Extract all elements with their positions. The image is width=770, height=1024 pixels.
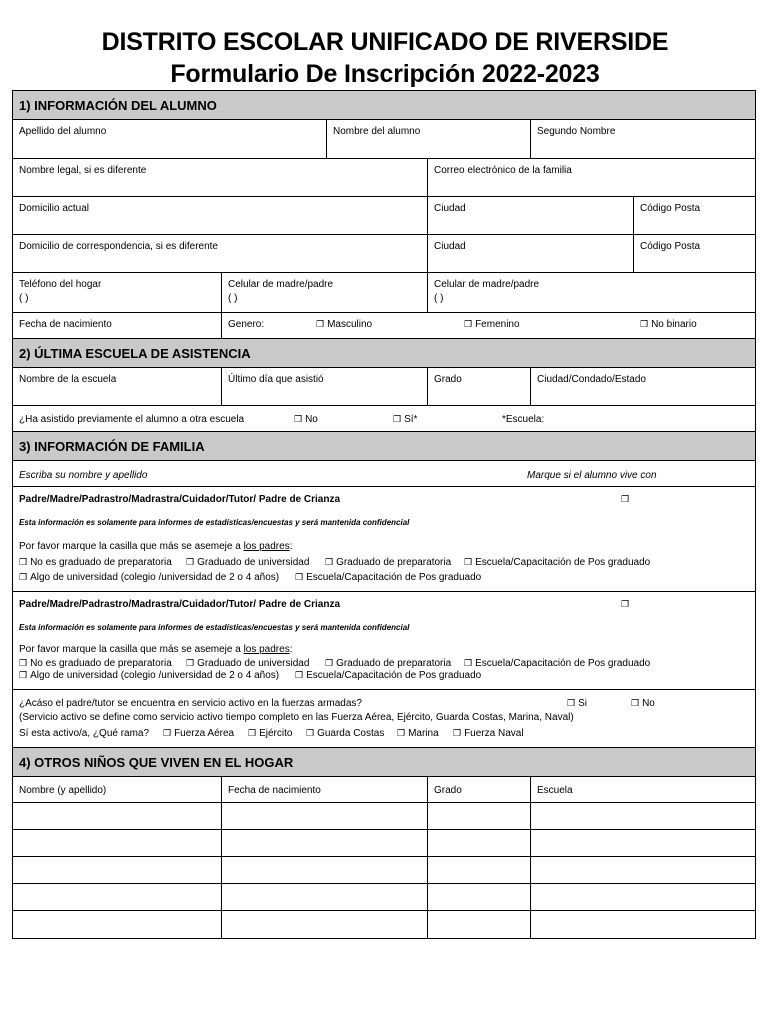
city-county-state-field[interactable]: Ciudad/Condado/Estado	[530, 368, 755, 405]
p2-edu-postgrad[interactable]: ❒ Escuela/Capacitación de Pos graduado	[464, 658, 651, 669]
gender-female-option[interactable]: ❒ Femenino	[464, 319, 520, 330]
col-child-school: Escuela	[530, 777, 755, 802]
parent-1-block	[13, 487, 755, 592]
p2-edu-hs-grad[interactable]: ❒ Graduado de preparatoria	[325, 658, 452, 669]
phone-row	[13, 273, 755, 313]
p2-edu-postgrad-2[interactable]: ❒ Escuela/Capacitación de Pos graduado	[295, 670, 482, 681]
legal-name-row	[13, 159, 755, 197]
child-3-grade[interactable]	[427, 857, 530, 883]
child-2-birthdate[interactable]	[221, 830, 427, 856]
parent-2-lives-with-checkbox[interactable]: ❒	[621, 599, 630, 609]
table-row	[13, 803, 755, 830]
parent-2-confidential-note: Esta información es solamente para informes de estadísticas/encuestas y será mantenida confidencial	[19, 623, 410, 632]
child-1-grade[interactable]	[427, 803, 530, 829]
zip-field[interactable]: Código Posta	[633, 197, 755, 234]
parent-2-education-prompt: Por favor marque la casilla que más se asemeje a los padres:	[19, 644, 293, 655]
p1-edu-hs-grad[interactable]: ❒ Graduado de preparatoria	[325, 557, 452, 568]
child-1-name[interactable]	[13, 803, 221, 829]
mailing-zip-field[interactable]: Código Posta	[633, 235, 755, 272]
col-child-name: Nombre (y apellido)	[19, 785, 107, 796]
mailing-address-field[interactable]: Domicilio de correspondencia, si es diferente	[19, 241, 218, 252]
section-2-title: 2) ÚLTIMA ESCUELA DE ASISTENCIA	[19, 345, 251, 361]
child-1-birthdate[interactable]	[221, 803, 427, 829]
section-1-header	[13, 91, 755, 120]
last-school-row	[13, 368, 755, 406]
child-3-name[interactable]	[13, 857, 221, 883]
grade-field[interactable]: Grado	[427, 368, 530, 405]
family-instructions-row	[13, 461, 755, 487]
section-2-header	[13, 339, 755, 368]
branch-army[interactable]: ❒ Ejército	[248, 728, 293, 739]
parent-2-block	[13, 592, 755, 690]
student-firstname-field[interactable]: Nombre del alumno	[326, 120, 530, 158]
section-3-title: 3) INFORMACIÓN DE FAMILIA	[19, 438, 205, 454]
parent-1-label: Padre/Madre/Padrastro/Madrastra/Cuidador/Tutor/ Padre de Crianza	[19, 494, 341, 505]
table-row	[13, 857, 755, 884]
previous-school-row	[13, 406, 755, 432]
child-2-name[interactable]	[13, 830, 221, 856]
lives-with-instruction: Marque si el alumno vive con	[527, 470, 657, 481]
child-4-grade[interactable]	[427, 884, 530, 910]
section-3-header	[13, 432, 755, 461]
mailing-address-row	[13, 235, 755, 273]
parent-cell-1-field[interactable]: Celular de madre/padre ( )	[221, 273, 427, 312]
section-4-header	[13, 748, 755, 777]
military-yes[interactable]: ❒ Si	[567, 698, 587, 709]
student-middlename-field[interactable]: Segundo Nombre	[530, 120, 755, 158]
branch-marines[interactable]: ❒ Marina	[397, 728, 439, 739]
branch-navy[interactable]: ❒ Fuerza Naval	[453, 728, 524, 739]
parent-1-education-prompt: Por favor marque la casilla que más se asemeje a los padres:	[19, 541, 293, 552]
military-question: ¿Acáso el padre/tutor se encuentra en servicio activo en la fuerzas armadas?	[19, 698, 362, 709]
document-subtitle: Formulario De Inscripción 2022-2023	[170, 60, 600, 88]
section-1-title: 1) INFORMACIÓN DEL ALUMNO	[19, 97, 217, 113]
child-5-school[interactable]	[530, 911, 755, 938]
military-row	[13, 690, 755, 748]
p1-edu-postgrad[interactable]: ❒ Escuela/Capacitación de Pos graduado	[464, 557, 651, 568]
child-2-grade[interactable]	[427, 830, 530, 856]
parent-cell-2-field[interactable]: Celular de madre/padre ( )	[427, 273, 755, 312]
table-row	[13, 830, 755, 857]
address-row	[13, 197, 755, 235]
table-row	[13, 884, 755, 911]
branch-question: Sí esta activo/a, ¿Qué rama?	[19, 728, 150, 739]
child-4-name[interactable]	[13, 884, 221, 910]
child-4-birthdate[interactable]	[221, 884, 427, 910]
write-name-instruction: Escriba su nombre y apellido	[19, 470, 148, 481]
gender-group: Genero: ❒ Masculino ❒ Femenino ❒ No binario	[221, 313, 755, 338]
gender-nonbinary-option[interactable]: ❒ No binario	[640, 319, 697, 330]
children-table-header	[13, 777, 755, 803]
child-3-birthdate[interactable]	[221, 857, 427, 883]
previous-school-no[interactable]: ❒ No	[294, 414, 318, 425]
child-1-school[interactable]	[530, 803, 755, 829]
previous-school-name-label: *Escuela:	[502, 414, 545, 425]
p1-edu-postgrad-2[interactable]: ❒ Escuela/Capacitación de Pos graduado	[295, 572, 482, 583]
p1-edu-college-grad[interactable]: ❒ Graduado de universidad	[186, 557, 310, 568]
child-5-grade[interactable]	[427, 911, 530, 938]
document-title: DISTRITO ESCOLAR UNIFICADO DE RIVERSIDE	[101, 28, 669, 56]
parent-1-confidential-note: Esta información es solamente para informes de estadísticas/encuestas y será mantenida confidencial	[19, 518, 410, 527]
school-name-field[interactable]: Nombre de la escuela	[19, 374, 117, 385]
p1-edu-no-hs[interactable]: ❒ No es graduado de preparatoria	[19, 557, 172, 568]
student-lastname-field[interactable]: Apellido del alumno	[19, 126, 107, 137]
child-4-school[interactable]	[530, 884, 755, 910]
address-field[interactable]: Domicilio actual	[19, 203, 90, 214]
child-5-birthdate[interactable]	[221, 911, 427, 938]
gender-male-option[interactable]: ❒ Masculino	[316, 319, 373, 330]
branch-air-force[interactable]: ❒ Fuerza Aérea	[163, 728, 235, 739]
col-child-grade: Grado	[427, 777, 530, 802]
previous-school-yes[interactable]: ❒ Sí*	[393, 414, 418, 425]
birthdate-field[interactable]: Fecha de nacimiento	[19, 319, 112, 330]
mailing-city-field[interactable]: Ciudad	[427, 235, 633, 272]
branch-coast-guard[interactable]: ❒ Guarda Costas	[306, 728, 385, 739]
child-5-name[interactable]	[13, 911, 221, 938]
parent-2-label: Padre/Madre/Padrastro/Madrastra/Cuidador/Tutor/ Padre de Crianza	[19, 599, 341, 610]
parent-1-lives-with-checkbox[interactable]: ❒	[621, 494, 630, 504]
last-day-field[interactable]: Último día que asistió	[221, 368, 427, 405]
enrollment-form	[12, 90, 756, 939]
family-email-field[interactable]: Correo electrónico de la familia	[427, 159, 755, 196]
military-no[interactable]: ❒ No	[631, 698, 655, 709]
table-row	[13, 911, 755, 938]
p2-edu-college-grad[interactable]: ❒ Graduado de universidad	[186, 658, 310, 669]
child-2-school[interactable]	[530, 830, 755, 856]
legal-name-field[interactable]: Nombre legal, si es diferente	[19, 165, 147, 176]
p2-edu-no-hs[interactable]: ❒ No es graduado de preparatoria	[19, 658, 172, 669]
military-definition: (Servicio activo se define como servicio activo tiempo completo en las Fuerza Aérea, Ejército, Guarda Costas, Marina, Naval)	[19, 712, 574, 723]
city-field[interactable]: Ciudad	[427, 197, 633, 234]
p2-edu-some-college[interactable]: ❒ Algo de universidad (colegio /universidad de 2 o 4 años)	[19, 670, 280, 681]
home-phone-field[interactable]: Teléfono del hogar ( )	[19, 279, 102, 304]
child-3-school[interactable]	[530, 857, 755, 883]
student-name-row	[13, 120, 755, 159]
p1-edu-some-college[interactable]: ❒ Algo de universidad (colegio /universidad de 2 o 4 años)	[19, 572, 280, 583]
birth-gender-row	[13, 313, 755, 339]
previous-school-question: ¿Ha asistido previamente el alumno a otra escuela	[19, 414, 245, 425]
section-4-title: 4) OTROS NIÑOS QUE VIVEN EN EL HOGAR	[19, 754, 294, 770]
col-child-birthdate: Fecha de nacimiento	[221, 777, 427, 802]
